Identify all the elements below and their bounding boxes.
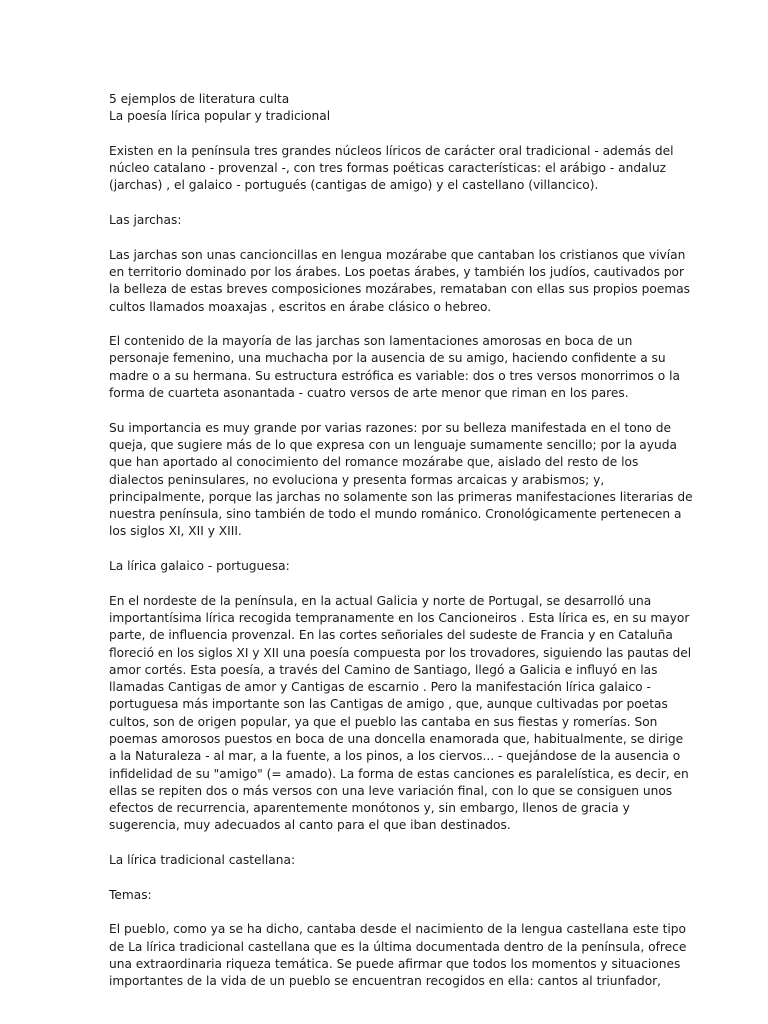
heading-text: La lírica galaico - portuguesa: <box>109 559 290 574</box>
text-line: en territorio dominado por los árabes. Los poetas árabes, y también los judíos, cautivados por <box>109 264 684 279</box>
text-line: de La lírica tradicional castellana que es la última documentada dentro de la península, ofrece <box>109 939 687 954</box>
text-line: cultos, son de origen popular, ya que el pueblo las cantaba en sus fiestas y romerías. Son <box>109 714 658 729</box>
text-line: que han aportado al conocimiento del romance mozárabe que, aislado del resto de los <box>109 455 639 470</box>
text-line: una extraordinaria riqueza temática. Se puede afirmar que todos los momentos y situaciones <box>109 956 681 971</box>
document-title: 5 ejemplos de literatura culta <box>109 92 290 106</box>
text-line: floreció en los siglos XI y XII una poesía compuesta por los trovadores, siguiendo las pautas del <box>109 645 692 660</box>
text-line: los siglos XI, XII y XIII. <box>109 524 242 539</box>
text-line: El contenido de la mayoría de las jarchas son lamentaciones amorosas en boca de un <box>109 334 633 349</box>
section-heading-jarchas <box>109 212 669 229</box>
text-line: personaje femenino, una muchacha por la ausencia de su amigo, haciendo confidente a su <box>109 351 666 366</box>
text-line: portuguesa más importante son las Cantigas de amigo , que, aunque cultivadas por poetas <box>109 697 668 712</box>
jarchas-paragraph-3 <box>109 420 693 541</box>
text-line: Existen en la península tres grandes núcleos líricos de carácter oral tradicional - además del <box>109 143 674 158</box>
section-heading-castellana <box>109 852 669 869</box>
text-line: nuestra península, sino también de todo el mundo románico. Cronológicamente pertenecen a <box>109 507 682 522</box>
subheading-temas <box>109 887 669 904</box>
text-line: (jarchas) , el galaico - portugués (cantigas de amigo) y el castellano (villancico). <box>109 178 599 193</box>
text-line: importantísima lírica recogida tempranamente en los Cancioneiros . Esta lírica es, en su mayor <box>109 610 690 625</box>
jarchas-paragraph-1 <box>109 247 691 316</box>
section-heading-galaico-portuguesa <box>109 558 669 575</box>
text-line: Las jarchas son unas cancioncillas en lengua mozárabe que cantaban los cristianos que vivían <box>109 247 686 262</box>
jarchas-paragraph-2 <box>109 333 680 402</box>
text-line: queja, que sugiere más de lo que expresa con un lenguaje sumamente sencillo; por la ayuda <box>109 437 677 452</box>
text-line: importantes de la vida de un pueblo se encuentran recogidos en ella: cantos al triunfador, <box>109 974 662 989</box>
text-line: llamadas Cantigas de amor y Cantigas de escarnio . Pero la manifestación lírica galaico - <box>109 680 651 695</box>
text-line: cultos llamados moaxajas , escritos en árabe clásico o hebreo. <box>109 299 492 314</box>
heading-text: Las jarchas: <box>109 213 182 228</box>
heading-text: La lírica tradicional castellana: <box>109 853 296 868</box>
text-line: sugerencia, muy adecuados al canto para el que iban destinados. <box>109 818 511 833</box>
text-line: En el nordeste de la península, en la actual Galicia y norte de Portugal, se desarrolló una <box>109 593 652 608</box>
text-line: dialectos peninsulares, no evoluciona y presenta formas arcaicas y arabismos; y, <box>109 472 605 487</box>
document-body <box>109 91 693 1008</box>
text-line: parte, de influencia provenzal. En las cortes señoriales del sudeste de Francia y en Cataluña <box>109 628 673 643</box>
text-line: amor cortés. Esta poesía, a través del Camino de Santiago, llegó a Galicia e influyó en las <box>109 662 658 677</box>
text-line: Su importancia es muy grande por varias razones: por su belleza manifestada en el tono de <box>109 420 671 435</box>
galaico-paragraph-1 <box>109 593 692 835</box>
text-line: madre o a su hermana. Su estructura estrófica es variable: dos o tres versos monorrimos o la <box>109 368 680 383</box>
text-line: infidelidad de su "amigo" (= amado). La forma de estas canciones es paralelística, es decir, en <box>109 766 689 781</box>
intro-paragraph <box>109 143 674 195</box>
text-line: poemas amorosos puestos en boca de una doncella enamorada que, habitualmente, se dirige <box>109 731 684 746</box>
title-block <box>109 91 669 126</box>
text-line: forma de cuarteta asonantada - cuatro versos de arte menor que riman en los pares. <box>109 386 629 401</box>
text-line: efectos de recurrencia, aparentemente monótonos y, sin embargo, llenos de gracia y <box>109 801 630 816</box>
document-subtitle: La poesía lírica popular y tradicional <box>109 109 331 124</box>
subheading-text: Temas: <box>109 887 152 902</box>
text-line: ellas se repiten dos o más versos con una leve variación final, con lo que se consiguen unos <box>109 783 673 798</box>
castellana-paragraph-1 <box>109 921 687 990</box>
text-line: El pueblo, como ya se ha dicho, cantaba desde el nacimiento de la lengua castellana este tipo <box>109 922 686 937</box>
text-line: la belleza de estas breves composiciones mozárabes, remataban con ellas sus propios poemas <box>109 282 691 297</box>
text-line: a la Naturaleza - al mar, a la fuente, a los pinos, a los ciervos... - quejándose de la ausencia o <box>109 749 681 764</box>
text-line: principalmente, porque las jarchas no solamente son las primeras manifestaciones literarias de <box>109 489 693 504</box>
text-line: núcleo catalano - provenzal -, con tres formas poéticas características: el arábigo - andaluz <box>109 161 667 176</box>
